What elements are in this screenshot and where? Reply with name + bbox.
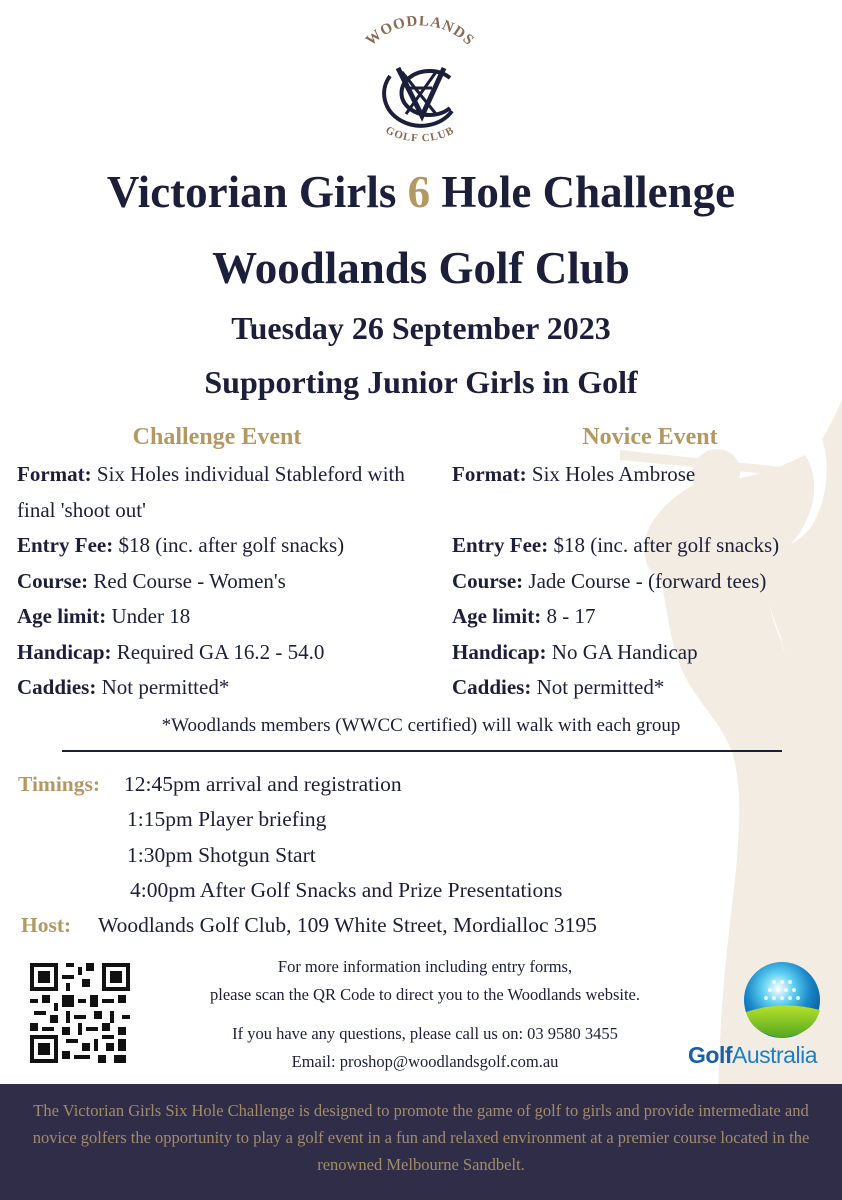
contact-email[interactable]: Email: proshop@woodlandsgolf.com.au [291, 1052, 559, 1071]
venue-title: Woodlands Golf Club [212, 243, 630, 293]
timing-item: 12:45pm arrival and registration [124, 772, 402, 796]
divider [62, 750, 782, 752]
novice-handicap: Handicap: No GA Handicap [452, 639, 698, 664]
qr-code-icon[interactable] [30, 963, 130, 1063]
golf-ball-icon [686, 960, 836, 1040]
challenge-handicap: Handicap: Required GA 16.2 - 54.0 [17, 639, 325, 664]
novice-format: Format: Six Holes Ambrose [452, 462, 696, 486]
novice-age: Age limit: 8 - 17 [452, 604, 596, 628]
contact-phone: If you have any questions, please call us on: 03 9580 3455 [232, 1024, 618, 1043]
logo-top-text: WOODLANDS [363, 16, 478, 50]
host-address: Woodlands Golf Club, 109 White Street, Mordialloc 3195 [98, 913, 597, 937]
logo-bottom-text: GOLF CLUB [383, 124, 457, 145]
challenge-caddies: Caddies: Not permitted* [17, 675, 230, 699]
timing-item: 1:30pm Shotgun Start [127, 843, 316, 867]
challenge-details [17, 457, 437, 706]
info-line: For more information including entry forms, [277, 957, 573, 976]
footer-description: The Victorian Girls Six Hole Challenge is designed to promote the game of golf to girls and provide intermediate and novice golfers the opportunity to play a golf event in a fun and relaxed environment at a premier course located in the renowned Melbourne Sandbelt. [32, 1101, 810, 1174]
info-line: please scan the QR Code to direct you to the Woodlands website. [209, 985, 641, 1004]
challenge-format: Format: Six Holes individual Stableford with final 'shoot out' [17, 462, 405, 522]
challenge-heading: Challenge Event [132, 424, 302, 450]
novice-fee: Entry Fee: $18 (inc. after golf snacks) [452, 533, 780, 557]
novice-caddies: Caddies: Not permitted* [452, 675, 665, 699]
challenge-course: Course: Red Course - Women's [17, 568, 286, 593]
golf-australia-logo [686, 960, 836, 1075]
title-six-highlight: 6 [407, 167, 431, 217]
event-date: Tuesday 26 September 2023 [231, 310, 611, 346]
timing-item: 4:00pm After Golf Snacks and Prize Presentations [130, 878, 563, 902]
golf-australia-wordmark: GolfAustralia [688, 1042, 817, 1068]
timings-label: Timings: [18, 772, 101, 796]
main-title: Victorian Girls 6 Hole Challenge [106, 167, 736, 217]
challenge-fee: Entry Fee: $18 (inc. after golf snacks) [17, 533, 345, 557]
challenge-age: Age limit: Under 18 [17, 604, 191, 628]
walker-note: *Woodlands members (WWCC certified) will walk with each group [161, 715, 681, 736]
timing-item: 1:15pm Player briefing [127, 807, 327, 831]
novice-details [452, 457, 837, 706]
host-label: Host: [21, 913, 72, 937]
novice-heading: Novice Event [582, 424, 718, 450]
tagline: Supporting Junior Girls in Golf [204, 364, 638, 400]
club-crest-logo [340, 16, 500, 156]
novice-course: Course: Jade Course - (forward tees) [452, 568, 767, 593]
